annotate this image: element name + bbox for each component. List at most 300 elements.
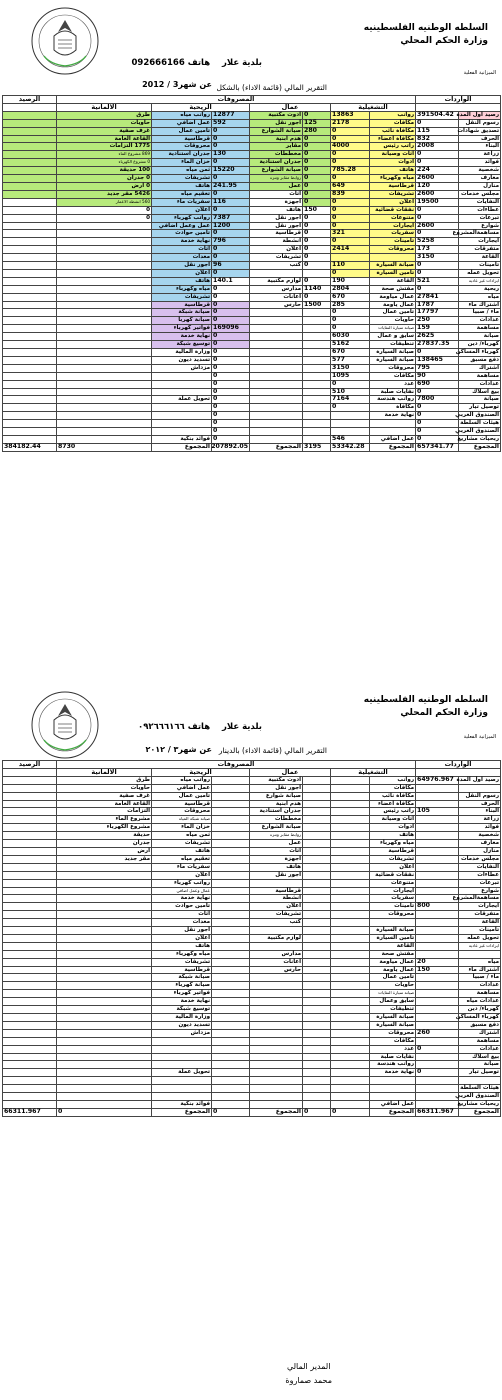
total-amount: 0	[331, 1108, 370, 1116]
label-cell: الحرف	[459, 800, 501, 808]
amount-cell: 2600	[416, 190, 459, 198]
table-row	[3, 903, 501, 911]
table-row	[3, 396, 501, 404]
label-cell: تشريفات	[152, 840, 212, 848]
amount-cell: 0	[212, 159, 250, 167]
label-cell: نفايات صلبة	[370, 1053, 416, 1061]
label-cell: حارس	[250, 966, 303, 974]
amount-cell	[303, 1061, 331, 1069]
amount-cell: 0	[212, 380, 250, 388]
label-cell: قرطاسية	[250, 887, 303, 895]
amount-cell	[331, 950, 370, 958]
total-amount: 207892.05	[211, 442, 249, 450]
label-cell: اشتراك ماء	[459, 301, 501, 309]
amount-cell	[212, 1021, 250, 1029]
label-cell: مزداش	[152, 1029, 212, 1037]
label-cell	[57, 285, 152, 293]
amount-cell	[303, 800, 331, 808]
label-cell: صيانة	[459, 1061, 501, 1069]
label-cell: عمل وعمل اضافي	[152, 222, 212, 230]
label-cell: تبرعات	[459, 879, 501, 887]
amount-cell	[303, 388, 331, 396]
label-cell	[3, 356, 57, 364]
label-cell	[57, 982, 152, 990]
label-cell: هاتف	[152, 847, 212, 855]
amount-cell	[331, 776, 370, 784]
amount-cell: 521	[416, 277, 459, 285]
amount-cell	[303, 855, 331, 863]
amount-cell	[416, 998, 459, 1006]
label-cell	[370, 428, 416, 436]
label-cell: صيانة كهرباء	[152, 982, 212, 990]
amount-cell: 0	[331, 222, 370, 230]
label-cell: مساهمة	[459, 372, 501, 380]
label-cell	[57, 341, 152, 349]
table-row	[3, 412, 501, 420]
column-group-header: الالمانية	[57, 103, 152, 111]
label-cell	[57, 301, 152, 309]
label-cell	[250, 325, 303, 333]
label-cell	[3, 792, 57, 800]
municipality-name: بلدية علار	[221, 722, 262, 732]
label-cell	[3, 958, 57, 966]
label-cell: ربحيات مشاريع	[457, 435, 500, 442]
label-cell	[152, 1093, 212, 1101]
label-cell	[3, 380, 57, 388]
label-cell: لوازم مكتبية	[250, 934, 303, 942]
amount-cell	[212, 1037, 250, 1045]
label-cell	[152, 1061, 212, 1069]
amount-cell	[212, 1029, 250, 1037]
budget-label: الميزانية الفعلية	[463, 734, 496, 740]
label-cell	[3, 927, 57, 935]
label-cell	[57, 428, 152, 436]
label-cell	[57, 325, 152, 333]
amount-cell: 1200	[212, 222, 250, 230]
amount-cell: 0	[212, 435, 250, 443]
amount-cell: 150	[416, 966, 459, 974]
label-cell	[3, 1029, 57, 1037]
amount-cell	[331, 1069, 370, 1077]
label-cell: تشريفات	[250, 254, 303, 262]
label-cell: ايجارات	[459, 903, 501, 911]
table-row	[3, 942, 501, 950]
amount-cell: 0	[303, 143, 331, 151]
label-cell: 0	[57, 214, 152, 222]
amount-cell	[212, 990, 250, 998]
label-cell: شوارع	[459, 222, 501, 230]
label-cell	[3, 879, 57, 887]
amount-cell: 796	[212, 238, 250, 246]
amount-cell: 0	[416, 1069, 459, 1077]
label-cell	[250, 1085, 303, 1093]
amount-cell: 0	[416, 420, 459, 428]
label-cell	[57, 293, 152, 301]
label-cell: حاويات	[370, 317, 416, 325]
label-cell: انشطة	[250, 895, 303, 903]
label-cell: رواتب كهرباء	[152, 879, 212, 887]
amount-cell	[303, 950, 331, 958]
label-cell: 100 حديقة	[57, 167, 152, 175]
amount-cell	[303, 356, 331, 364]
label-cell: ادوت مكتبية	[250, 776, 303, 784]
label-cell	[3, 998, 57, 1006]
label-cell	[152, 404, 212, 412]
label-cell	[250, 380, 303, 388]
total-label: المجموع	[459, 443, 501, 451]
amount-cell: 0	[331, 404, 370, 412]
label-cell	[3, 832, 57, 840]
amount-cell: 2600	[416, 222, 459, 230]
label-cell: صيانة السيارة	[370, 349, 416, 357]
amount-cell	[331, 1037, 370, 1045]
label-cell	[3, 285, 57, 293]
label-cell: القاعة العامة	[57, 800, 152, 808]
table-row	[3, 420, 501, 428]
amount-cell	[331, 1053, 370, 1061]
label-cell: تنظيفات	[370, 1006, 416, 1014]
label-cell	[3, 776, 57, 784]
amount-cell	[331, 1021, 370, 1029]
label-cell	[250, 982, 303, 990]
amount-cell	[416, 1014, 459, 1022]
label-cell: روانب	[370, 111, 416, 119]
label-cell: توسيع شبكة	[152, 1006, 212, 1014]
label-cell: القاعة	[459, 254, 501, 262]
label-cell: حديقة	[57, 832, 152, 840]
label-cell: تعقيم مياه	[152, 190, 212, 198]
amount-cell	[331, 934, 370, 942]
label-cell: 0 مشروع الكهرباء	[57, 159, 152, 167]
municipality-name: بلدية علار	[221, 58, 262, 68]
amount-cell: 0	[303, 159, 331, 167]
balance-header: الرصيد	[3, 761, 57, 769]
amount-cell: 6030	[331, 333, 370, 341]
amount-cell	[303, 428, 331, 436]
label-cell: نفقات قضائية	[370, 206, 416, 214]
amount-cell: 0	[303, 111, 331, 119]
label-cell: نفايات صلبة	[370, 388, 416, 396]
amount-cell: 577	[331, 356, 370, 364]
label-cell	[250, 1045, 303, 1053]
label-cell: حارس	[250, 301, 303, 309]
amount-cell	[303, 927, 331, 935]
balance-header: الرصيد	[3, 96, 57, 104]
label-cell: 1775 التزامات	[57, 143, 152, 151]
label-cell: عمل اضافي	[152, 119, 212, 127]
amount-cell	[303, 911, 331, 919]
signature-title: المدير المالي	[286, 1362, 331, 1371]
amount-cell: 800	[416, 903, 459, 911]
label-cell: الصندوق العربي	[455, 1093, 500, 1100]
expenses-header: المصروفات	[57, 761, 416, 769]
label-cell	[57, 1069, 152, 1077]
table-row	[3, 966, 501, 974]
amount-cell: 0	[416, 285, 459, 293]
label-cell: الصندوق العربي	[455, 428, 500, 435]
label-cell: صيانة شبكة	[152, 974, 212, 982]
label-cell	[3, 942, 57, 950]
label-cell: البناء	[459, 143, 501, 151]
amount-cell	[212, 998, 250, 1006]
amount-cell	[303, 309, 331, 317]
label-cell	[57, 1077, 152, 1085]
label-cell	[370, 1085, 416, 1093]
amount-cell: 0	[416, 151, 459, 159]
table-row	[3, 151, 501, 159]
amount-cell: 0	[212, 293, 250, 301]
label-cell	[370, 1077, 416, 1085]
label-cell: صيانة السيارة	[370, 1021, 416, 1029]
amount-cell: 140.1	[212, 277, 250, 285]
label-cell: مخططات	[250, 151, 303, 159]
label-cell	[57, 333, 152, 341]
amount-cell: 20	[416, 958, 459, 966]
label-cell	[250, 990, 303, 998]
label-cell: تامينات	[459, 262, 501, 270]
amount-cell: 110	[331, 262, 370, 270]
label-cell: 0	[57, 206, 152, 214]
label-cell: كتب	[250, 262, 303, 270]
amount-cell: 224	[416, 167, 459, 175]
label-cell	[3, 182, 57, 190]
label-cell	[250, 1021, 303, 1029]
label-cell	[3, 911, 57, 919]
table-row	[3, 1006, 501, 1014]
label-cell: جدران استنادية	[152, 151, 212, 159]
amount-cell: 4000	[331, 143, 370, 151]
table-row	[3, 1069, 501, 1077]
label-cell: انشطة	[250, 238, 303, 246]
amount-cell: 0	[331, 135, 370, 143]
amount-cell	[416, 1085, 459, 1093]
amount-cell: 138465	[416, 356, 459, 364]
label-cell: نهاية خدمة	[152, 895, 212, 903]
label-cell	[57, 1093, 152, 1101]
amount-cell: 0	[212, 396, 250, 404]
label-cell	[57, 262, 152, 270]
label-cell	[57, 1021, 152, 1029]
label-cell	[250, 1061, 303, 1069]
label-cell	[3, 396, 57, 404]
amount-cell: 0	[303, 190, 331, 198]
label-cell: طرق	[57, 111, 152, 119]
amount-cell: 116	[212, 198, 250, 206]
label-cell: تسديد ديون	[152, 1021, 212, 1029]
label-cell: اعلان	[152, 934, 212, 942]
label-cell: الحرف	[459, 135, 501, 143]
amount-cell	[416, 784, 459, 792]
budget-label: الميزانية الفعلية	[463, 70, 496, 76]
amount-cell: 115	[416, 127, 459, 135]
phone-number: ٠٩٢٦٦٦١٦٦	[138, 722, 185, 732]
label-cell	[152, 412, 212, 420]
label-cell: كهرباء/ دين	[459, 341, 501, 349]
table-row	[3, 1093, 501, 1101]
amount-cell: 0	[212, 301, 250, 309]
label-cell: راتب رئيس	[370, 143, 416, 151]
amount-cell: 0	[331, 151, 370, 159]
label-cell	[3, 309, 57, 317]
label-cell: اشتراك	[459, 364, 501, 372]
label-cell: اثاث وصيانة	[370, 816, 416, 824]
label-cell: النفايات	[459, 198, 501, 206]
label-cell: مكافاة اعضاء	[370, 800, 416, 808]
label-cell: ثمن مياه	[152, 832, 212, 840]
label-cell: القاعة	[370, 942, 416, 950]
label-cell: اجهزة	[250, 198, 303, 206]
table-row	[3, 262, 501, 270]
table-row	[3, 111, 501, 119]
amount-cell: 0	[212, 372, 250, 380]
amount-cell: 0	[212, 230, 250, 238]
label-cell: قرطاسية	[152, 966, 212, 974]
amount-cell	[303, 824, 331, 832]
amount-cell: 0	[331, 269, 370, 277]
amount-cell	[416, 824, 459, 832]
amount-cell	[416, 1053, 459, 1061]
amount-cell	[331, 958, 370, 966]
label-cell	[57, 246, 152, 254]
label-cell: محروقات	[152, 808, 212, 816]
label-cell: غرف صفية	[57, 127, 152, 135]
amount-cell	[212, 887, 250, 895]
label-cell	[250, 428, 303, 436]
label-cell: ماء / صبيا	[459, 974, 501, 982]
label-cell	[3, 293, 57, 301]
label-cell	[3, 317, 57, 325]
signature-name: محمد صماروة	[285, 1376, 332, 1385]
label-cell	[3, 1014, 57, 1022]
label-cell: ايرادات غير عادية	[459, 277, 501, 285]
label-cell	[250, 333, 303, 341]
amount-cell	[212, 784, 250, 792]
amount-cell: 0	[212, 269, 250, 277]
amount-cell: 0	[212, 428, 250, 436]
amount-cell: 159	[416, 325, 459, 333]
amount-cell	[303, 903, 331, 911]
label-cell: تامين حوادث	[152, 903, 212, 911]
label-cell: تامين عمال	[152, 792, 212, 800]
label-cell	[250, 1006, 303, 1014]
amount-cell: 2178	[331, 119, 370, 127]
label-cell	[3, 824, 57, 832]
amount-cell: 0	[212, 356, 250, 364]
performance-table	[2, 760, 501, 1117]
label-cell: تحويل عملة	[152, 1069, 212, 1077]
amount-cell	[331, 1093, 370, 1101]
column-group-header	[3, 768, 57, 776]
label-cell: تامين عمال	[370, 974, 416, 982]
amount-cell	[331, 863, 370, 871]
label-cell: عدادات	[459, 380, 501, 388]
label-cell: ماء / صبيا	[459, 309, 501, 317]
amount-cell: 0	[212, 317, 250, 325]
label-cell: مكافات	[370, 784, 416, 792]
amount-cell: 241.95	[212, 182, 250, 190]
label-cell	[250, 942, 303, 950]
revenue-header: الواردات	[416, 761, 501, 769]
table-row	[3, 428, 501, 436]
label-cell: عمال مياومة	[370, 293, 416, 301]
label-cell: مياه وكهرباء	[370, 840, 416, 848]
amount-cell	[331, 887, 370, 895]
label-cell: صيانة الشوارع	[250, 127, 303, 135]
label-cell: شخصية	[459, 832, 501, 840]
amount-cell: 3150	[416, 254, 459, 262]
label-cell	[3, 1077, 57, 1085]
amount-cell: 169096	[212, 325, 250, 333]
total-amount: 0	[303, 1108, 331, 1116]
amount-cell: 130	[212, 151, 250, 159]
amount-cell	[416, 982, 459, 990]
amount-cell: 0	[303, 135, 331, 143]
amount-cell	[212, 942, 250, 950]
label-cell: تنظيفات	[370, 341, 416, 349]
label-cell	[3, 325, 57, 333]
label-cell	[3, 887, 57, 895]
label-cell	[3, 388, 57, 396]
label-cell	[3, 238, 57, 246]
label-cell: قرطاسية	[250, 230, 303, 238]
label-cell	[57, 420, 152, 428]
label-cell	[250, 269, 303, 277]
amount-cell: 0	[416, 262, 459, 270]
label-cell: اثاث	[250, 847, 303, 855]
label-cell	[57, 349, 152, 357]
label-cell	[3, 404, 57, 412]
label-cell	[3, 159, 57, 167]
label-cell: سفريات	[370, 230, 416, 238]
ministry-name: وزارة الحكم المحلي	[400, 708, 488, 718]
report-title: التقرير المالي (قائمة الاداء) بالشكل	[216, 83, 327, 92]
amount-cell: 649	[331, 182, 370, 190]
label-cell: اعلان	[152, 871, 212, 879]
amount-cell	[331, 1045, 370, 1053]
amount-cell	[212, 966, 250, 974]
amount-cell: 0	[212, 254, 250, 262]
label-cell: وزارة المالية	[152, 349, 212, 357]
amount-cell: 0	[212, 412, 250, 420]
amount-cell: 0	[303, 222, 331, 230]
label-cell	[57, 927, 152, 935]
label-cell: عدد	[370, 1045, 416, 1053]
label-cell: مدارس	[250, 285, 303, 293]
label-cell	[57, 1006, 152, 1014]
label-cell: مياه	[459, 293, 501, 301]
table-row	[3, 879, 501, 887]
amount-cell: 1500	[303, 301, 331, 309]
label-cell: القاعة	[459, 919, 501, 927]
table-row	[3, 816, 501, 824]
label-cell	[57, 230, 152, 238]
table-row	[3, 990, 501, 998]
label-cell: خزان الماء	[152, 824, 212, 832]
amount-cell: 2008	[416, 143, 459, 151]
amount-cell	[212, 776, 250, 784]
column-group-header	[3, 103, 57, 111]
label-cell	[57, 887, 152, 895]
amount-cell: 0	[212, 206, 250, 214]
amount-cell	[331, 832, 370, 840]
amount-cell: 2804	[331, 285, 370, 293]
label-cell	[57, 1061, 152, 1069]
label-cell: قرطاسية	[370, 182, 416, 190]
amount-cell	[416, 871, 459, 879]
label-cell	[57, 380, 152, 388]
amount-cell	[303, 349, 331, 357]
amount-cell: 839	[331, 190, 370, 198]
